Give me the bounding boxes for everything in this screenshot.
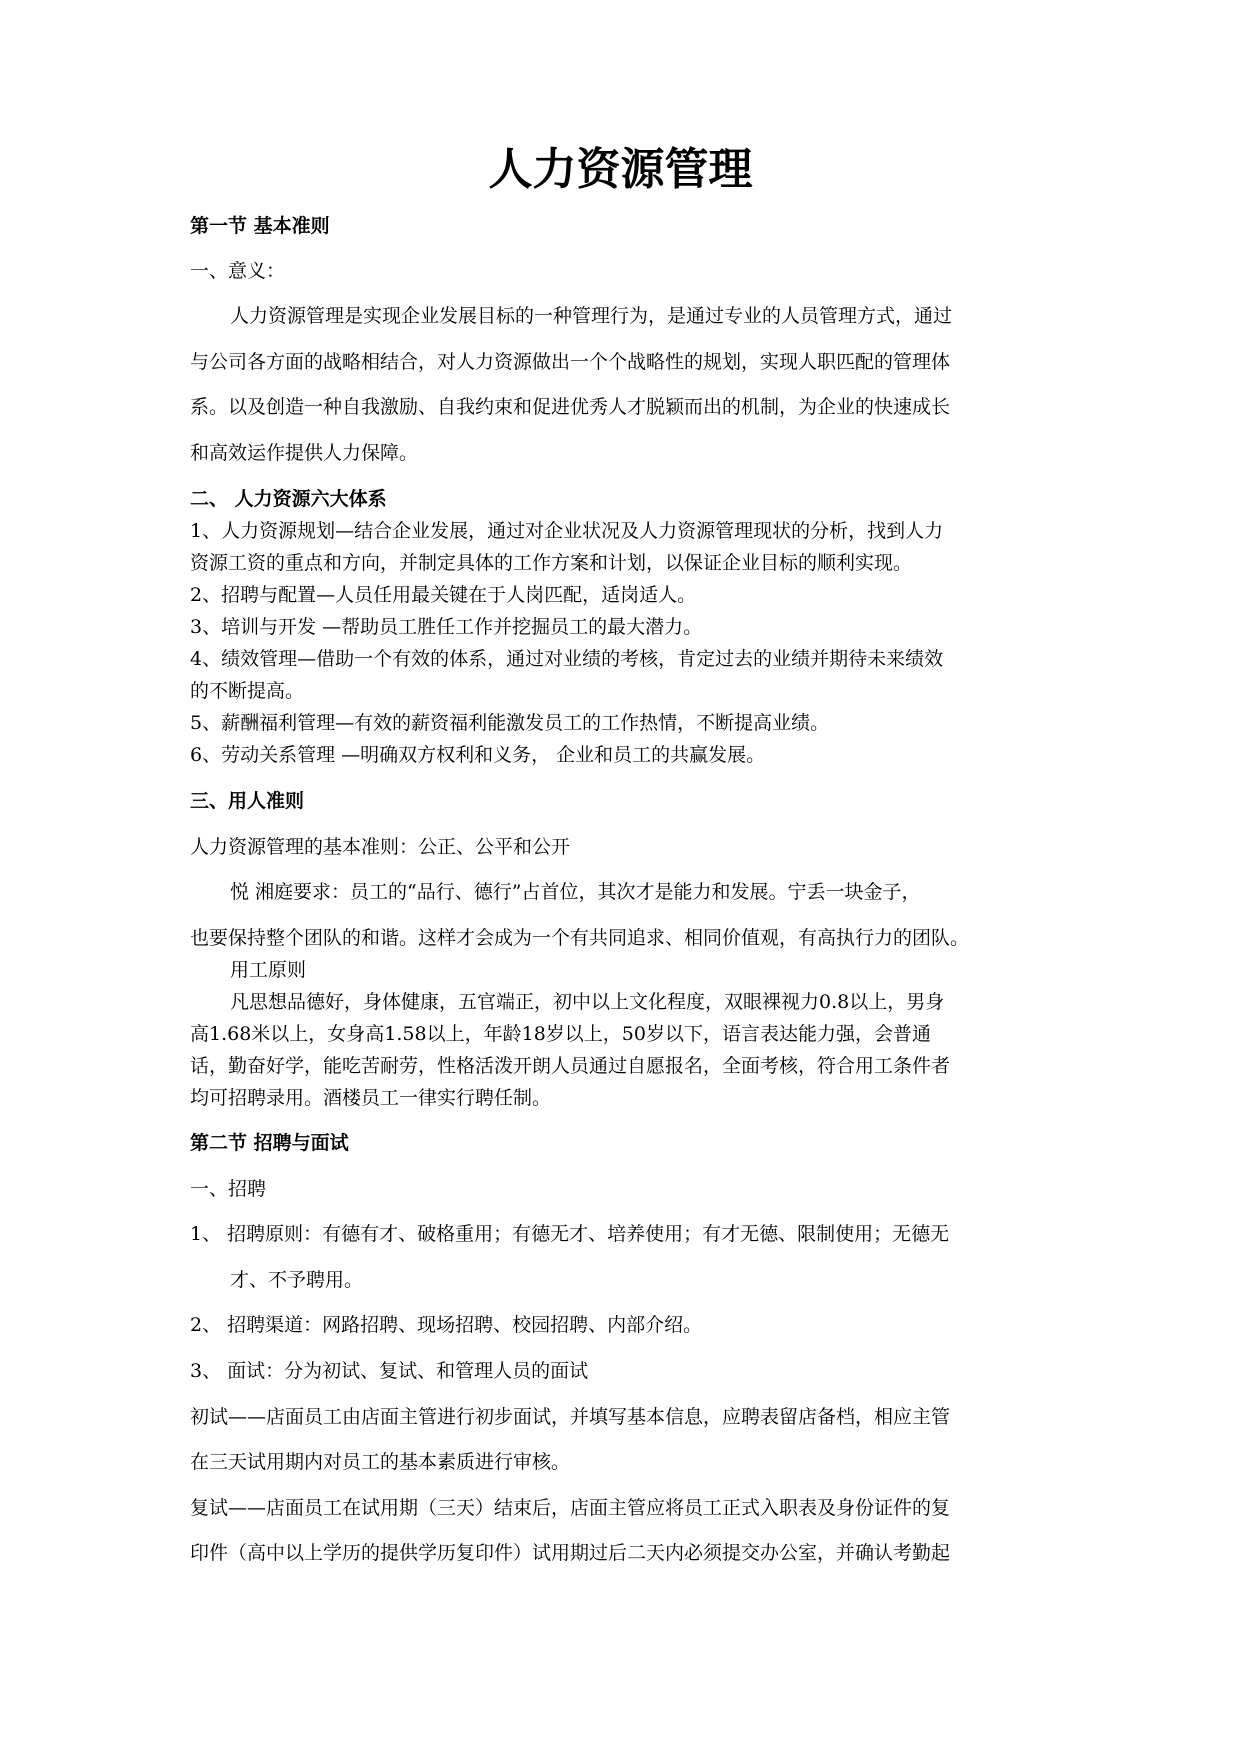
list-item: 1、人力资源规划—结合企业发展，通过对企业状况及人力资源管理现状的分析，找到人力 xyxy=(190,520,944,542)
list-item: 2、招聘与配置—人员任用最关键在于人岗匹配，适岗适人。 xyxy=(190,584,697,606)
paragraph-line: 与公司各方面的战略相结合，对人力资源做出一个个战略性的规划，实现人职匹配的管理体 xyxy=(190,351,951,373)
paragraph-line: 凡思想品德好，身体健康，五官端正，初中以上文化程度，双眼裸视力0.8以上，男身 xyxy=(230,991,945,1013)
paragraph-line: 和高效运作提供人力保障。 xyxy=(190,442,419,464)
paragraph-line: 也要保持整个团队的和谐。这样才会成为一个有共同追求、相同价值观，有高执行力的团队。 xyxy=(190,927,970,949)
paragraph-line: 均可招聘录用。酒楼员工一律实行聘任制。 xyxy=(190,1087,552,1109)
paragraph-line: 用工原则 xyxy=(230,959,307,981)
subheading-six-systems: 二、 人力资源六大体系 xyxy=(190,488,387,510)
list-item: 才、不予聘用。 xyxy=(230,1269,364,1291)
paragraph-line: 话，勤奋好学，能吃苦耐劳，性格活泼开朗人员通过自愿报名，全面考核，符合用工条件者 xyxy=(190,1055,951,1077)
list-item: 4、绩效管理—借助一个有效的体系，通过对业绩的考核，肯定过去的业绩并期待未来绩效 xyxy=(190,648,944,670)
section-heading-recruitment: 第二节 招聘与面试 xyxy=(190,1132,349,1154)
paragraph-line: 初试——店面员工由店面主管进行初步面试，并填写基本信息，应聘表留店备档，相应主管 xyxy=(190,1406,951,1428)
subheading-recruitment: 一、招聘 xyxy=(190,1178,267,1200)
paragraph-line: 在三天试用期内对员工的基本素质进行审核。 xyxy=(190,1451,571,1473)
list-item: 6、劳动关系管理 —明确双方权利和义务， 企业和员工的共赢发展。 xyxy=(190,744,766,766)
paragraph-line: 印件（高中以上学历的提供学历复印件）试用期过后二天内必须提交办公室，并确认考勤起 xyxy=(190,1542,951,1564)
paragraph-line: 人力资源管理是实现企业发展目标的一种管理行为，是通过专业的人员管理方式，通过 xyxy=(230,305,953,327)
paragraph-line: 复试——店面员工在试用期（三天）结束后，店面主管应将员工正式入职表及身份证件的复 xyxy=(190,1497,951,1519)
list-item: 的不断提高。 xyxy=(190,680,305,702)
subheading-employment-principles: 三、用人准则 xyxy=(190,790,305,812)
list-item: 资源工资的重点和方向，并制定具体的工作方案和计划，以保证企业目标的顺利实现。 xyxy=(190,552,913,574)
list-item: 3、 面试：分为初试、复试、和管理人员的面试 xyxy=(190,1360,589,1382)
paragraph-line: 高1.68米以上，女身高1.58以上，年龄18岁以上，50岁以下，语言表达能力强，会普通 xyxy=(190,1023,931,1045)
page-title: 人力资源管理 xyxy=(488,144,753,195)
paragraph-line: 系。以及创造一种自我激励、自我约束和促进优秀人才脱颖而出的机制，为企业的快速成长 xyxy=(190,396,951,418)
list-item: 3、培训与开发 —帮助员工胜任工作并挖掘员工的最大潜力。 xyxy=(190,616,703,638)
list-item: 5、薪酬福利管理—有效的薪资福利能激发员工的工作热情，不断提高业绩。 xyxy=(190,712,830,734)
paragraph-line: 悦 湘庭要求：员工的“品行、德行”占首位，其次才是能力和发展。宁丢一块金子， xyxy=(230,881,921,903)
list-item: 1、 招聘原则：有德有才、破格重用；有德无才、培养使用；有才无德、限制使用；无德无 xyxy=(190,1223,950,1245)
list-item: 2、 招聘渠道：网路招聘、现场招聘、校园招聘、内部介绍。 xyxy=(190,1314,703,1336)
subheading-meaning: 一、意义： xyxy=(190,260,286,282)
section-heading-basic-principles: 第一节 基本准则 xyxy=(190,215,330,237)
paragraph-line: 人力资源管理的基本准则：公正、公平和公开 xyxy=(190,836,571,858)
